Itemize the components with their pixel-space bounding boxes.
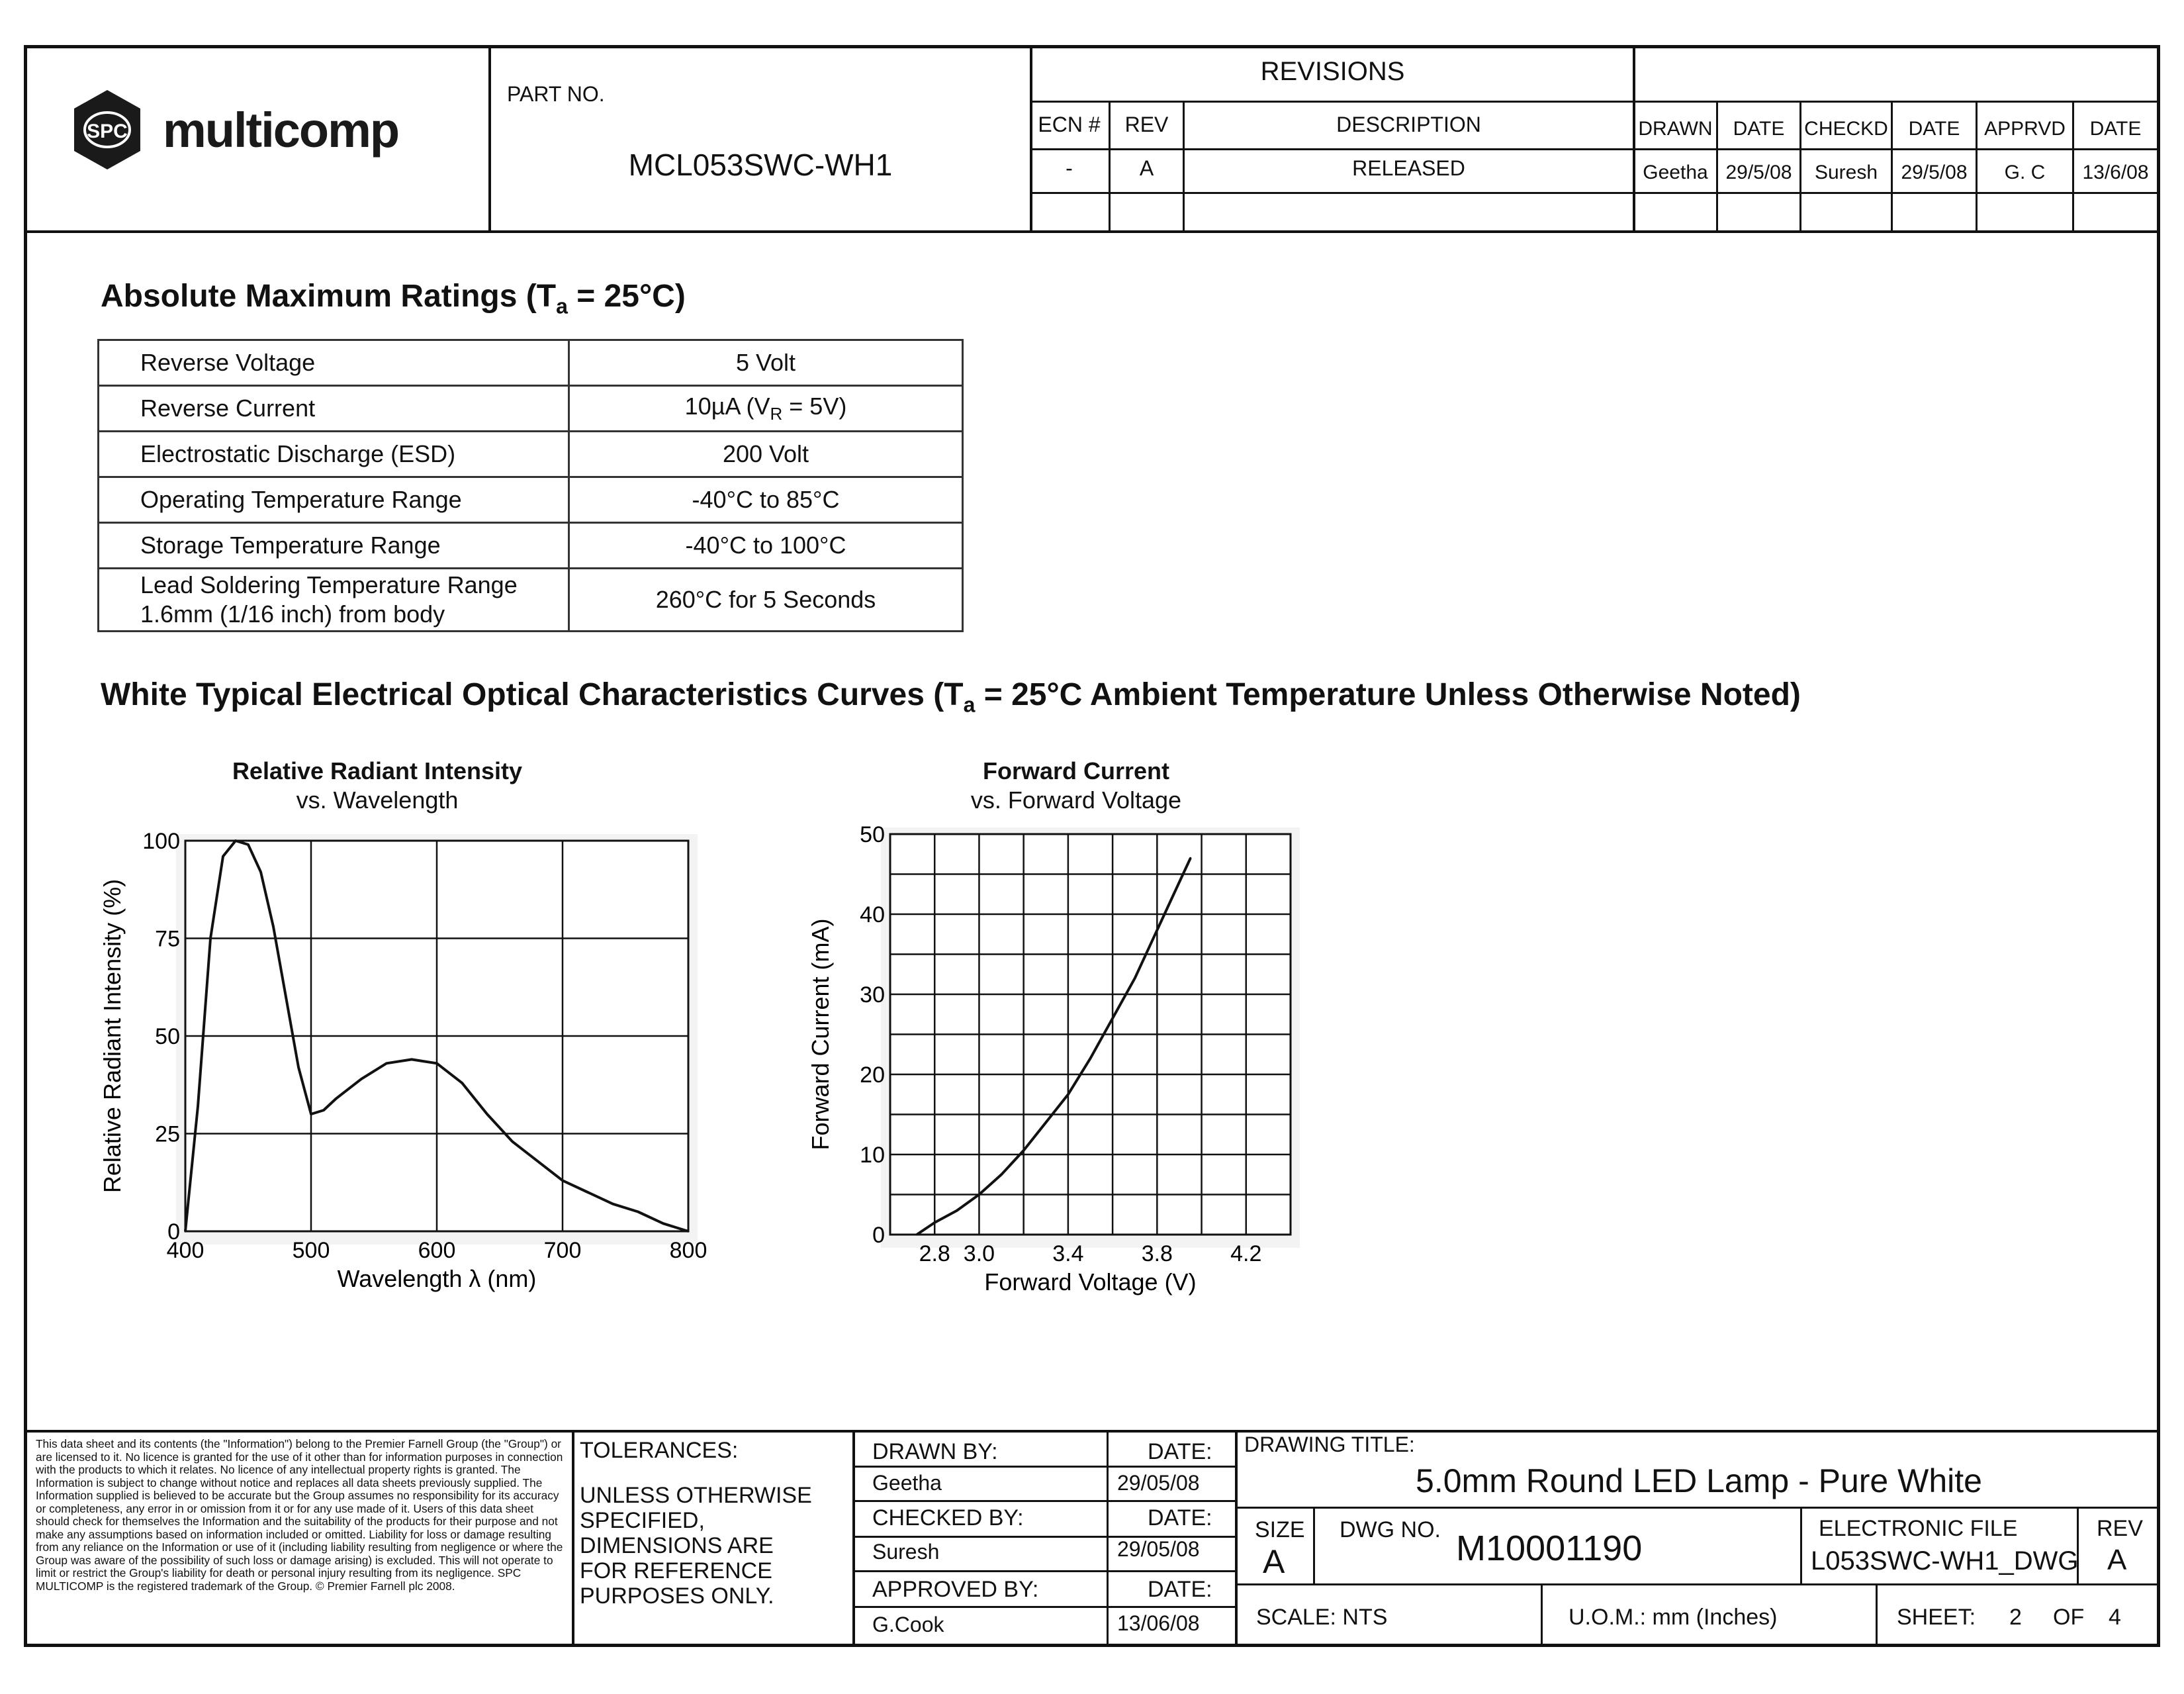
multicomp-logo	[66, 85, 437, 184]
data-point	[916, 1233, 918, 1235]
data-point	[435, 1062, 437, 1064]
data-point	[197, 1106, 199, 1107]
ratings-table	[97, 339, 964, 632]
legal-disclaimer: This data sheet and its contents (the "Information") belong to the Premier Farnell Group (the "Group") or are licensed to it. No licence is granted for the use of it other than for information purposes in connection with the products to which it relates. No licence of any intellectual property rights is granted. The Information is subject to change without notice and replaces all data sheets previously supplied. The Information supplied is believed to be accurate but the Group assumes no responsibility for its accuracy or completeness, any error in or omission from it or for any use made of it. Users of this data sheet should check for themselves the Information and the suitability of the products for their purpose and not make any assumptions based on information included or omitted. Liability for loss or damage resulting from any reliance on the Information or use of it (including liability resulting from negligence or where the Group was aware of the possibility of such loss or damage arising) is excluded. This will not operate to limit or restrict the Group's liability for death or personal injury resulting from its negligence. SPC MULTICOMP is the registered trademark of the Group. © Premier Farnell plc 2008.	[36, 1437, 563, 1593]
approved-by: G.Cook	[872, 1613, 944, 1636]
data-point	[956, 1209, 958, 1211]
data-point	[335, 1098, 337, 1100]
data-point	[297, 1066, 299, 1068]
part-number: MCL053SWC-WH1	[628, 148, 893, 182]
x-axis-label: Forward Voltage (V)	[984, 1268, 1197, 1295]
date-label: DATE:	[1148, 1439, 1212, 1464]
tolerances-text: UNLESS OTHERWISE SPECIFIED, DIMENSIONS ARE FOR REFERENCE PURPOSES ONLY.	[580, 1483, 812, 1609]
logo-mark: SPC	[87, 120, 128, 142]
intensity-chart	[93, 821, 707, 1311]
data-point	[184, 1230, 186, 1232]
rule	[1107, 1430, 1109, 1647]
data-point	[586, 1191, 588, 1193]
y-tick-label: 0	[872, 1223, 885, 1248]
row-description: RELEASED	[1352, 156, 1465, 180]
data-point	[934, 1221, 936, 1223]
y-tick-label: 50	[155, 1024, 180, 1049]
rule	[852, 1606, 1235, 1608]
y-tick-label: 10	[860, 1143, 885, 1168]
y-tick-label: 20	[860, 1062, 885, 1088]
data-point	[234, 839, 236, 841]
tb-divider-2	[852, 1430, 855, 1647]
rule	[852, 1500, 1235, 1502]
data-point	[687, 1230, 689, 1232]
chart1-subtitle: vs. Wavelength	[296, 786, 459, 814]
of-label: OF	[2053, 1605, 2085, 1630]
data-point	[259, 871, 261, 873]
tb-divider-1	[572, 1430, 574, 1647]
dwg-no: M10001190	[1456, 1529, 1643, 1568]
rule	[1541, 1583, 1543, 1647]
rating-value: 200 Volt	[569, 432, 963, 477]
data-point	[978, 1194, 980, 1196]
data-point	[385, 1062, 387, 1064]
rating-value: 5 Volt	[569, 340, 963, 386]
table-row	[99, 523, 963, 569]
y-tick-label: 40	[860, 902, 885, 927]
data-point	[511, 1141, 513, 1143]
rule	[1876, 1583, 1878, 1647]
rule	[1800, 1507, 1802, 1583]
x-tick-label: 400	[166, 1238, 205, 1263]
table-row	[99, 477, 963, 523]
chart2-title: Forward Current	[982, 757, 1170, 784]
data-point	[1000, 1174, 1002, 1176]
data-point	[310, 1113, 312, 1115]
forward-current-chart	[807, 821, 1337, 1311]
rating-param: Reverse Voltage	[99, 340, 569, 386]
col-drawn: DRAWN	[1638, 118, 1713, 140]
col-rev: REV	[1124, 113, 1169, 136]
data-point	[222, 855, 224, 857]
y-tick-label: 75	[155, 926, 180, 952]
row-date-1: 29/5/08	[1725, 162, 1792, 183]
col-date-3: DATE	[2089, 118, 2142, 140]
tolerances-label: TOLERANCES:	[580, 1438, 739, 1463]
data-point	[561, 1180, 563, 1182]
x-tick-label: 3.8	[1141, 1241, 1173, 1266]
data-point	[662, 1223, 664, 1225]
titleblock-top-rule	[24, 1430, 2160, 1433]
chart2-subtitle: vs. Forward Voltage	[970, 786, 1182, 814]
header-divider-1	[488, 45, 491, 232]
checked-by: Suresh	[872, 1540, 940, 1564]
drawn-by-label: DRAWN BY:	[872, 1439, 998, 1464]
curves-title: White Typical Electrical Optical Characteristics Curves ($T_a = 25^\circ C$ Ambient Temperature Unless Otherwise Noted)	[101, 677, 1801, 717]
row-date-2: 29/5/08	[1901, 162, 1968, 183]
sheet-total: 4	[2109, 1605, 2121, 1630]
col-ecn: ECN #	[1038, 113, 1101, 136]
data-point	[322, 1109, 324, 1111]
rating-value: 10µA $(V_R = 5V)$	[569, 386, 963, 432]
x-tick-label: 2.8	[919, 1241, 950, 1266]
row-date-3: 13/6/08	[2082, 162, 2149, 183]
y-tick-label: 50	[860, 822, 885, 847]
dwg-no-label: DWG NO.	[1340, 1517, 1441, 1542]
x-tick-label: 500	[292, 1238, 330, 1263]
x-axis-label: Wavelength λ (nm)	[337, 1265, 537, 1292]
date-label: DATE:	[1148, 1577, 1212, 1602]
checked-date: 29/05/08	[1117, 1537, 1200, 1561]
data-point	[1178, 881, 1180, 883]
size-value: A	[1263, 1543, 1285, 1580]
data-point	[612, 1203, 614, 1205]
rating-param: Storage Temperature Range	[99, 523, 569, 569]
data-point	[247, 843, 249, 845]
data-point	[272, 925, 274, 927]
drawing-title: 5.0mm Round LED Lamp - Pure White	[1416, 1462, 1982, 1499]
data-point	[1023, 1149, 1024, 1151]
x-tick-label: 700	[543, 1238, 582, 1263]
electronic-file: L053SWC-WH1_DWG	[1811, 1546, 2079, 1576]
data-point	[209, 937, 211, 939]
col-date-1: DATE	[1733, 118, 1785, 140]
rev-label: REV	[2097, 1516, 2143, 1541]
revisions-title: REVISIONS	[1260, 57, 1405, 86]
x-tick-label: 3.0	[963, 1241, 995, 1266]
rev-row-rule-1	[1030, 101, 2160, 103]
col-checkd: CHECKD	[1804, 118, 1888, 140]
y-tick-label: 0	[167, 1219, 180, 1245]
data-point	[1134, 977, 1136, 979]
approved-date: 13/06/08	[1117, 1611, 1200, 1635]
data-point	[1167, 905, 1169, 907]
header-bottom-rule	[24, 230, 2160, 233]
rating-value: 260°C for 5 Seconds	[569, 569, 963, 632]
col-description: DESCRIPTION	[1336, 113, 1481, 136]
sheet-label: SHEET:	[1897, 1605, 1976, 1630]
size-label: SIZE	[1255, 1517, 1305, 1542]
checked-by-label: CHECKED BY:	[872, 1505, 1024, 1530]
rev-value: A	[2107, 1544, 2127, 1576]
data-point	[536, 1160, 538, 1162]
x-tick-label: 4.2	[1230, 1241, 1262, 1266]
data-point	[360, 1078, 362, 1080]
rating-param: Operating Temperature Range	[99, 477, 569, 523]
data-point	[1045, 1121, 1047, 1123]
logo-wordmark: multicomp	[163, 103, 399, 158]
data-point	[637, 1211, 639, 1213]
table-row	[99, 340, 963, 386]
rating-param: Electrostatic Discharge (ESD)	[99, 432, 569, 477]
row-ecn: -	[1066, 156, 1073, 180]
rev-row-rule-3	[1030, 192, 2160, 194]
chart1-title: Relative Radiant Intensity	[232, 757, 523, 784]
rating-value: -40°C to 100°C	[569, 523, 963, 569]
y-tick-label: 30	[860, 982, 885, 1008]
data-point	[1189, 857, 1191, 859]
data-point	[410, 1059, 412, 1060]
y-tick-label: 25	[155, 1121, 180, 1147]
rule	[1235, 1583, 2160, 1585]
data-point	[461, 1082, 463, 1084]
y-axis-label: Relative Radiant Intensity (%)	[99, 878, 126, 1194]
table-row	[99, 569, 963, 632]
row-checkd: Suresh	[1814, 162, 1878, 183]
row-rev: A	[1139, 156, 1154, 180]
rating-param: Reverse Current	[99, 386, 569, 432]
ratings-title: Absolute Maximum Ratings $(T_a = 25^\circ C)$	[101, 279, 686, 318]
rule	[852, 1570, 1235, 1572]
sheet-number: 2	[2009, 1605, 2022, 1630]
rule	[1313, 1507, 1315, 1583]
row-apprvd: G. C	[2004, 162, 2046, 183]
rev-row-rule-2	[1030, 148, 2160, 150]
rating-value: -40°C to 85°C	[569, 477, 963, 523]
table-row	[99, 386, 963, 432]
y-tick-label: 100	[142, 829, 180, 854]
data-point	[285, 996, 287, 998]
rule	[852, 1466, 1235, 1468]
data-point	[486, 1113, 488, 1115]
data-point	[1112, 1017, 1114, 1019]
rule	[1235, 1507, 2160, 1509]
drawn-date: 29/05/08	[1117, 1471, 1200, 1495]
spc-hexagon-icon	[66, 85, 437, 184]
row-drawn: Geetha	[1643, 162, 1708, 183]
data-point	[1089, 1057, 1091, 1059]
data-point	[1067, 1094, 1069, 1096]
rating-param: Lead Soldering Temperature Range 1.6mm (1/16 inch) from body	[99, 569, 569, 632]
x-tick-label: 600	[418, 1238, 456, 1263]
approved-by-label: APPROVED BY:	[872, 1577, 1039, 1602]
drawing-title-label: DRAWING TITLE:	[1244, 1433, 1415, 1456]
col-apprvd: APPRVD	[1984, 118, 2066, 140]
drawn-by: Geetha	[872, 1471, 942, 1495]
data-point	[1156, 929, 1158, 931]
x-tick-label: 800	[669, 1238, 707, 1263]
x-tick-label: 3.4	[1052, 1241, 1084, 1266]
col-date-2: DATE	[1908, 118, 1960, 140]
part-no-label: PART NO.	[507, 82, 605, 106]
table-row	[99, 432, 963, 477]
scale: SCALE: NTS	[1256, 1605, 1388, 1630]
electronic-file-label: ELECTRONIC FILE	[1819, 1516, 2018, 1541]
y-axis-label: Forward Current (mA)	[807, 918, 834, 1151]
uom: U.O.M.: mm (Inches)	[1569, 1605, 1778, 1630]
date-label: DATE:	[1148, 1505, 1212, 1530]
